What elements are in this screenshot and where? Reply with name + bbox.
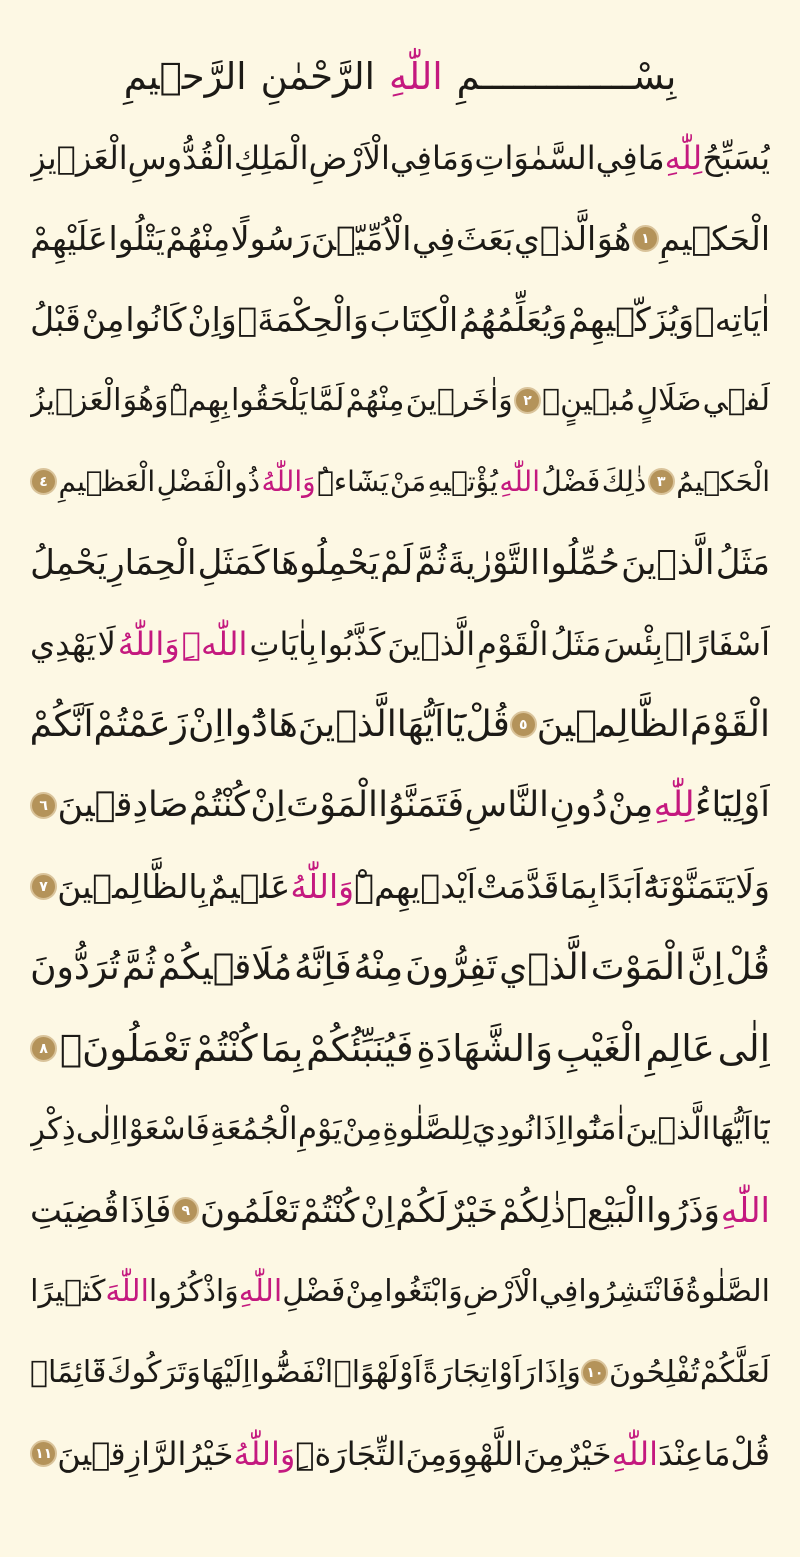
word: وَابْتَغُوا (384, 1273, 463, 1309)
word: تِجَارَةً (422, 1354, 490, 1390)
word: الْحِمَارِ (108, 542, 197, 583)
word: اَوْلِيَٓاءُ (695, 785, 770, 825)
word: كَمَثَلِ (197, 542, 270, 583)
word: بِسْــــــــــــــمِ (456, 55, 677, 98)
verse-line (30, 441, 770, 522)
verse-line (30, 1170, 770, 1251)
ayah-number-marker: ٣ (648, 468, 675, 495)
word: ذِكْرِ (30, 1111, 76, 1147)
word: الظَّالِم۪ينَ (536, 703, 690, 745)
word: السَّمٰوَاتِ (474, 138, 596, 177)
word: بِمَا (559, 867, 598, 906)
word: لَا (97, 624, 116, 663)
word: تُفْلِحُونَ (609, 1354, 700, 1390)
divine-name-word: اللّٰهَ (105, 1273, 149, 1309)
word: خَيْرُ (186, 1434, 234, 1473)
word: اَيْد۪يهِمْۜ (354, 867, 476, 906)
word: الْبَيْعَۜ (566, 1190, 646, 1231)
divine-name-word: وَاللّٰهُ (261, 464, 316, 498)
word: الْجُمُعَةِ (210, 1111, 298, 1147)
word: فَاِذَا (120, 1190, 172, 1231)
verse-line (30, 927, 770, 1008)
word: مِنْ (607, 785, 654, 825)
word: هَادُٓوا (224, 703, 298, 745)
word: فَاسْعَوْا (120, 1111, 210, 1147)
word: قُلْ (725, 946, 770, 988)
word: يُسَبِّحُ (702, 138, 770, 177)
word: مِنْ (341, 1111, 383, 1147)
divine-name-word: وَاللّٰهُ (290, 867, 355, 906)
word: وَاذْكُرُوا (148, 1273, 239, 1309)
word: دُونِ (549, 785, 608, 825)
word: الْعَظ۪يمِ (58, 464, 156, 498)
word: فِي (412, 219, 456, 258)
verse-line (30, 522, 770, 603)
word: الْعَز۪يزُ (30, 382, 122, 418)
ayah-number-marker: ٩ (172, 1197, 199, 1224)
word: مَثَلُ (550, 624, 602, 663)
word: اِلٰى (75, 1111, 120, 1147)
word: لَف۪ي (702, 382, 770, 418)
word: وَتَرَكُوكَ (106, 1354, 201, 1390)
divine-name-word: لِلّٰهِ (653, 785, 695, 825)
verse-line (30, 279, 770, 360)
word: وَيُزَكّ۪يهِمْ (568, 300, 695, 339)
word: مُلَاق۪يكُمْ (157, 946, 293, 988)
word: لَمَّا (308, 382, 345, 418)
word: كُنْتُمْ (192, 1027, 258, 1070)
verse-line (30, 1332, 770, 1413)
verse-line (30, 1413, 770, 1494)
word: الَّذ۪ينَ (625, 1111, 711, 1147)
word: التِّجَارَةِۜ (295, 1434, 406, 1473)
word: كَث۪يرًا (30, 1273, 106, 1309)
word: قَٓائِمًاۜ (30, 1354, 107, 1390)
word: يَٓا (444, 703, 466, 745)
word: فِي (389, 138, 432, 177)
verse-line (30, 846, 770, 927)
word: مِنْ (345, 1273, 385, 1309)
word: مَثَلُ (715, 542, 770, 583)
word: النَّاسِ (464, 785, 549, 825)
word: الرَّحْمٰنِ (260, 55, 375, 98)
verse-line (30, 1008, 770, 1089)
divine-name-word: اللّٰهِ (499, 464, 540, 498)
word: الْفَضْلِ (156, 464, 233, 498)
word: الْمَوْتَ (590, 946, 686, 988)
word: كُنْتُمْ (300, 1190, 360, 1231)
word: عَلَيْهِمْ (30, 219, 108, 258)
word: ثُمَّ (121, 946, 156, 988)
word: مِنْهُمْ (165, 219, 231, 258)
word: وَمِنَ (405, 1434, 463, 1473)
word: التَّوْرٰيةَ (447, 542, 540, 583)
word: تُرَدُّونَ (30, 946, 120, 988)
word: تَعْلَمُونَ (199, 1190, 300, 1231)
word: لَمْ (380, 542, 414, 583)
word: الَّذ۪ي (514, 219, 597, 258)
word: وَلَا (735, 867, 770, 906)
word: الْمَلِكِ (233, 138, 309, 177)
word: الَّذ۪ينَ (387, 624, 476, 663)
word: وَالشَّهَادَةِ (416, 1027, 553, 1070)
word: فَضْلُ (541, 464, 601, 498)
word: وَاِذَا (536, 1354, 581, 1390)
word: اِنْ (360, 1190, 395, 1231)
word: مُب۪ينٍۙ (542, 382, 636, 418)
word: لَكُمْ (395, 1190, 448, 1231)
word: يَحْمِلُوهَا (270, 542, 379, 583)
verse-line (30, 603, 770, 684)
word: قَدَّمَتْ (476, 867, 560, 906)
word: اَيُّهَا (710, 1111, 752, 1147)
word: رَاَوْا (490, 1354, 536, 1390)
ayah-number-marker: ١ (632, 225, 659, 252)
word: بِئْسَ (603, 624, 663, 663)
word: اٰمَنُٓوا (565, 1111, 626, 1147)
word: بِهِمْۜ (169, 382, 230, 418)
word: وَيُعَلِّمُهُمُ (459, 300, 568, 339)
divine-name-word: وَاللّٰهُ (233, 1434, 296, 1473)
divine-name-word: اللّٰهِۜ (181, 624, 248, 663)
word: بِمَا (260, 1027, 304, 1070)
word: مِنْهُ (353, 946, 404, 988)
word: الْقَوْمِ (477, 624, 549, 663)
word: اِذَا (534, 1111, 566, 1147)
word: فَيُنَبِّئُكُمْ (306, 1027, 414, 1070)
ayah-number-marker: ١١ (30, 1440, 57, 1467)
word: الْاَرْضِ (462, 1273, 539, 1309)
word: ذٰلِكَ (601, 464, 647, 498)
verse-line (30, 684, 770, 765)
word: مِنْ (81, 300, 125, 339)
word: بِاٰيَاتِ (249, 624, 317, 663)
word: وَاِنْ (187, 300, 237, 339)
word: اِنَّ (687, 946, 724, 988)
word: تَفِرُّونَ (405, 946, 498, 988)
word: اللَّهْوِ (462, 1434, 523, 1473)
verse-line (30, 117, 770, 198)
word: عَل۪يمٌ (207, 867, 291, 906)
word: الْاَرْضِ (308, 138, 390, 177)
ayah-number-marker: ٢ (514, 387, 541, 414)
verse-line (30, 1251, 770, 1332)
word: اَنَّكُمْ (30, 703, 94, 745)
word: فِي (595, 138, 638, 177)
word: قُضِيَتِ (30, 1190, 120, 1231)
word: مَا (637, 138, 665, 177)
word: يُؤْت۪يهِ (427, 464, 498, 498)
word: فَانْتَشِرُوا (578, 1273, 686, 1309)
word: الْحَك۪يمُ (676, 464, 770, 498)
ayah-number-marker: ٤ (30, 468, 57, 495)
word: فَتَمَنَّوُا (378, 785, 465, 825)
word: يَوْمِ (297, 1111, 342, 1147)
word: الْقَوْمَ (689, 703, 770, 745)
word: لِلصَّلٰوةِ (382, 1111, 472, 1147)
basmala-line (30, 36, 770, 117)
word: الصَّلٰوةُ (685, 1273, 770, 1309)
word: الْمَوْتَ (286, 785, 378, 825)
ayah-number-marker: ٦ (30, 792, 57, 819)
word: يَتْلُوا (108, 219, 165, 258)
word: قَبْلُ (30, 300, 81, 339)
word: مِنْهُمْ (345, 382, 405, 418)
word: الَّذ۪ينَ (297, 703, 397, 745)
verse-line (30, 765, 770, 846)
verse-line (30, 360, 770, 441)
ayah-number-marker: ٧ (30, 873, 57, 900)
word: اٰيَاتِه۪ (694, 300, 770, 339)
word: ذٰلِكُمْ (498, 1190, 566, 1231)
word: الْعَز۪يزِ (30, 138, 128, 177)
word: وَذَرُوا (646, 1190, 720, 1231)
word: رَسُولًا (230, 219, 311, 258)
word: فِي (538, 1273, 579, 1309)
divine-name-word: وَاللّٰهُ (117, 624, 180, 663)
word: يَٓا (751, 1111, 770, 1147)
word: كَانُوا (125, 300, 187, 339)
word: الَّذ۪ينَ (621, 542, 715, 583)
word: قُلْ (730, 1434, 770, 1473)
divine-name-word: لِلّٰهِ (664, 138, 703, 177)
word: تَعْمَلُونَ۟ (59, 1027, 191, 1070)
word: مَنْ (389, 464, 427, 498)
word: وَاٰخَر۪ينَ (405, 382, 513, 418)
word: بِالظَّالِم۪ينَ (57, 867, 208, 906)
word: وَهُوَ (122, 382, 169, 418)
word: الرَّازِق۪ينَ (57, 1434, 187, 1473)
word: كَذَّبُوا (318, 624, 386, 663)
divine-name-word: اللّٰهِ (720, 1190, 770, 1231)
divine-name-word: اللّٰهِ (388, 55, 443, 98)
word: اِلَيْهَا (201, 1354, 251, 1390)
word: اِلٰى (717, 1027, 770, 1070)
word: الْحَك۪يمِ (659, 219, 770, 258)
word: وَمَا (431, 138, 475, 177)
word: لَهْوًاۨ (333, 1354, 399, 1390)
word: قُلْ (465, 703, 510, 745)
word: الرَّح۪يمِ (123, 55, 247, 98)
word: اِنْ (250, 785, 286, 825)
word: ذُو (234, 464, 261, 498)
word: انْفَضُّٓوا (251, 1354, 334, 1390)
word: خَيْرٌ (564, 1434, 612, 1473)
word: اَبَدًا (597, 867, 643, 906)
word: مَا (703, 1434, 731, 1473)
word: يَتَمَنَّوْنَهُٓ (642, 867, 736, 906)
word: عِنْدَ (658, 1434, 704, 1473)
word: مِنَ (522, 1434, 565, 1473)
word: وَالْحِكْمَةَۗ (237, 300, 369, 339)
word: لَعَلَّكُمْ (699, 1354, 770, 1390)
word: نُودِيَ (471, 1111, 535, 1147)
word: الْغَيْبِ (555, 1027, 643, 1070)
word: فَاِنَّهُ (294, 946, 352, 988)
ayah-number-marker: ٨ (30, 1035, 57, 1062)
ayah-number-marker: ٥ (510, 711, 537, 738)
word: يَحْمِلُ (30, 542, 107, 583)
ayah-number-marker: ١٠ (581, 1359, 608, 1386)
word: اَوْ (399, 1354, 422, 1390)
word: فَضْلِ (282, 1273, 346, 1309)
word: الْقُدُّوسِ (127, 138, 234, 177)
word: الْاُمِّيّ۪نَ (310, 219, 412, 258)
word: كُنْتُمْ (188, 785, 250, 825)
word: الْكِتَابَ (369, 300, 459, 339)
word: خَيْرٌ (447, 1190, 498, 1231)
word: ضَلَالٍ (636, 382, 702, 418)
word: صَادِق۪ينَ (57, 785, 189, 825)
word: بَعَثَ (455, 219, 514, 258)
word: يَهْدِي (30, 624, 96, 663)
word: اِنْ (187, 703, 225, 745)
verse-line (30, 198, 770, 279)
word: حُمِّلُوا (540, 542, 620, 583)
word: الَّذ۪ي (499, 946, 589, 988)
divine-name-word: اللّٰهِ (238, 1273, 283, 1309)
divine-name-word: اللّٰهِ (611, 1434, 658, 1473)
word: هُوَ (596, 219, 632, 258)
word: اَيُّهَا (396, 703, 445, 745)
word: ثُمَّ (414, 542, 447, 583)
word: يَلْحَقُوا (230, 382, 308, 418)
word: عَالِمِ (645, 1027, 715, 1070)
word: زَعَمْتُمْ (93, 703, 188, 745)
word: يَشَٓاءُۜ (317, 464, 389, 498)
word: اَسْفَارًاۜ (664, 624, 770, 663)
verse-line (30, 1089, 770, 1170)
